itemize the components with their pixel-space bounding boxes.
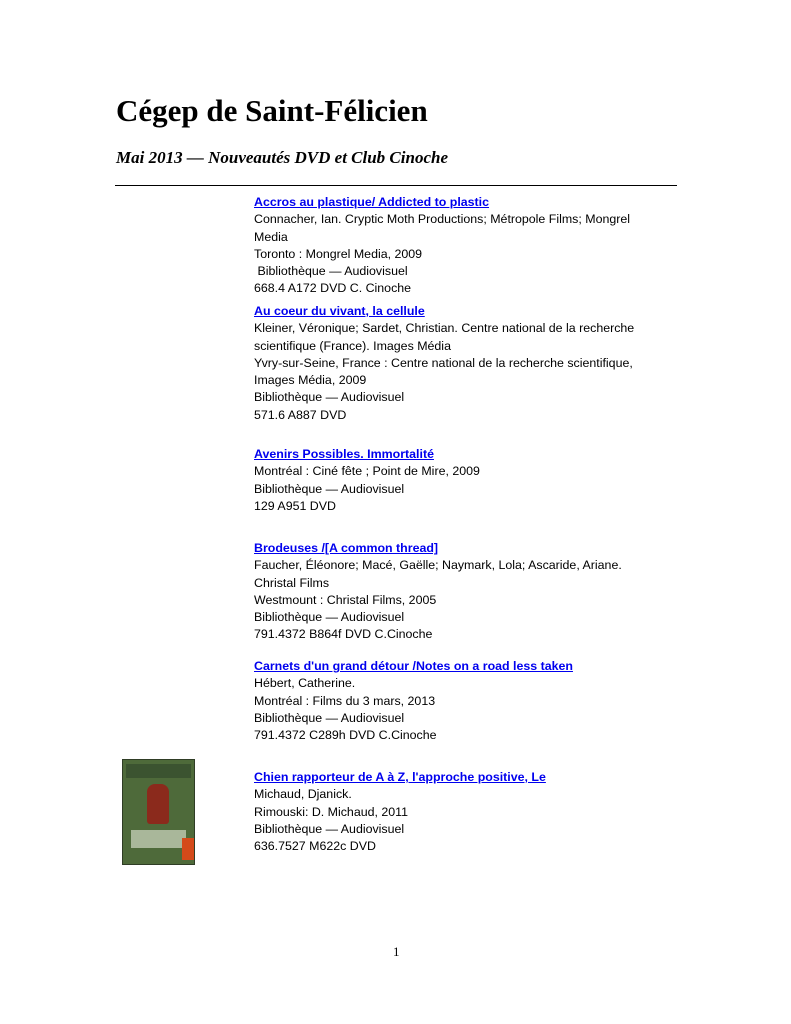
entry-line: Bibliothèque — Audiovisuel (254, 390, 405, 405)
entry-line: scientifique (France). Images Média (254, 338, 451, 353)
entry-line: Montréal : Films du 3 mars, 2013 (254, 693, 436, 708)
page-number: 1 (393, 944, 400, 959)
cover-sticker (182, 838, 194, 860)
entry-title-link[interactable]: Avenirs Possibles. Immortalité (254, 447, 434, 461)
entry-line: Montréal : Ciné fête ; Point de Mire, 2009 (254, 464, 480, 479)
entry-line: Bibliothèque — Audiovisuel (254, 821, 405, 836)
cover-title-band (126, 764, 191, 778)
entry-line: Images Média, 2009 (254, 373, 367, 388)
page-subtitle: Mai 2013 — Nouveautés DVD et Club Cinoche (116, 148, 448, 167)
entry-line: 668.4 A172 DVD C. Cinoche (254, 281, 412, 296)
entry-title-link[interactable]: Accros au plastique/ Addicted to plastic (254, 195, 490, 209)
catalog-entry (254, 658, 674, 744)
cover-text-block (131, 830, 186, 848)
entry-line: 636.7527 M622c DVD (254, 839, 376, 854)
entry-title-link[interactable]: Carnets d'un grand détour /Notes on a road less taken (254, 659, 573, 673)
catalog-entry (254, 194, 674, 298)
catalog-entry (254, 769, 674, 855)
entry-title-link[interactable]: Au coeur du vivant, la cellule (254, 304, 425, 318)
dvd-cover-image (122, 759, 195, 865)
entry-line: Media (254, 229, 288, 244)
entry-line: 791.4372 C289h DVD C.Cinoche (254, 728, 437, 743)
entry-line: 571.6 A887 DVD (254, 407, 347, 422)
entry-title-link[interactable]: Chien rapporteur de A à Z, l'approche positive, Le (254, 770, 546, 784)
entry-line: Kleiner, Véronique; Sardet, Christian. Centre national de la recherche (254, 321, 635, 336)
entry-line: 791.4372 B864f DVD C.Cinoche (254, 627, 433, 642)
entry-line: Bibliothèque — Audiovisuel (254, 264, 408, 279)
catalog-entry (254, 446, 674, 515)
entry-title-link[interactable]: Brodeuses /[A common thread] (254, 541, 439, 555)
page-title: Cégep de Saint-Félicien (116, 93, 428, 128)
entry-line: Bibliothèque — Audiovisuel (254, 481, 405, 496)
entry-line: Yvry-sur-Seine, France : Centre national de la recherche scientifique, (254, 355, 633, 370)
catalog-entry (254, 303, 674, 424)
entry-line: Bibliothèque — Audiovisuel (254, 710, 405, 725)
entry-line: 129 A951 DVD (254, 498, 336, 513)
entry-line: Connacher, Ian. Cryptic Moth Productions; Métropole Films; Mongrel (254, 212, 631, 227)
entry-line: Hébert, Catherine. (254, 676, 356, 691)
entry-line: Rimouski: D. Michaud, 2011 (254, 804, 409, 819)
entry-line: Faucher, Éléonore; Macé, Gaëlle; Naymark, Lola; Ascaride, Ariane. (254, 558, 622, 573)
catalog-entry (254, 540, 674, 644)
entry-line: Westmount : Christal Films, 2005 (254, 592, 437, 607)
entry-line: Michaud, Djanick. (254, 787, 352, 802)
entry-line: Bibliothèque — Audiovisuel (254, 610, 405, 625)
header-divider (115, 185, 677, 186)
entry-line: Toronto : Mongrel Media, 2009 (254, 246, 423, 261)
cover-figure (147, 784, 169, 824)
entry-line: Christal Films (254, 575, 330, 590)
